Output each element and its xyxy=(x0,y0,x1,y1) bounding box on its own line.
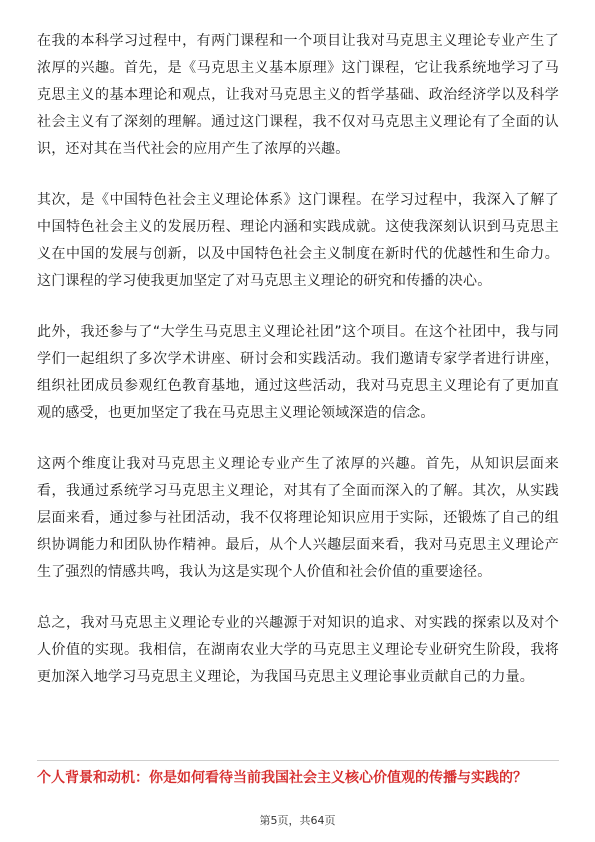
interview-question: 个人背景和动机：你是如何看待当前我国社会主义核心价值观的传播与实践的？ xyxy=(37,770,527,786)
section-divider xyxy=(37,760,559,761)
paragraph-3: 此外，我还参与了“大学生马克思主义理论社团”这个项目。在这个社团中，我与同学们一起组织了多次学术讲座、研讨会和实践活动。我们邀请专家学者进行讲座，组织社团成员参观红色教育基地，通过这些活动，我对马克思主义理论有了更加直观的感受，也更加坚定了我在马克思主义理论领域深造的信念。 xyxy=(37,324,559,421)
paragraph-4: 这两个维度让我对马克思主义理论专业产生了浓厚的兴趣。首先，从知识层面来看，我通过系统学习马克思主义理论，对其有了全面而深入的了解。其次，从实践层面来看，通过参与社团活动，我不仅将理论知识应用于实际，还锻炼了自己的组织协调能力和团队协作精神。最后，从个人兴趣层面来看，我对马克思主义理论产生了强烈的情感共鸣，我认为这是实现个人价值和社会价值的重要途径。 xyxy=(37,456,559,580)
body-text xyxy=(37,28,559,691)
page-footer: 第5页，共64页 xyxy=(259,814,336,827)
paragraph-5: 总之，我对马克思主义理论专业的兴趣源于对知识的追求、对实践的探索以及对个人价值的实现。我相信，在湖南农业大学的马克思主义理论专业研究生阶段，我将更加深入地学习马克思主义理论，为我国马克思主义理论事业贡献自己的力量。 xyxy=(37,615,559,685)
paragraph-1: 在我的本科学习过程中，有两门课程和一个项目让我对马克思主义理论专业产生了浓厚的兴趣。首先，是《马克思主义基本原理》这门课程，它让我系统地学习了马克思主义的基本理论和观点，让我对马克思主义的哲学基础、政治经济学以及科学社会主义有了深刻的理解。通过这门课程，我不仅对马克思主义理论有了全面的认识，还对其在当代社会的应用产生了浓厚的兴趣。 xyxy=(37,33,559,157)
paragraph-2: 其次，是《中国特色社会主义理论体系》这门课程。在学习过程中，我深入了解了中国特色社会主义的发展历程、理论内涵和实践成就。这使我深刻认识到马克思主义在中国的发展与创新，以及中国特色社会主义制度在新时代的优越性和生命力。这门课程的学习使我更加坚定了对马克思主义理论的研究和传播的决心。 xyxy=(37,192,559,289)
